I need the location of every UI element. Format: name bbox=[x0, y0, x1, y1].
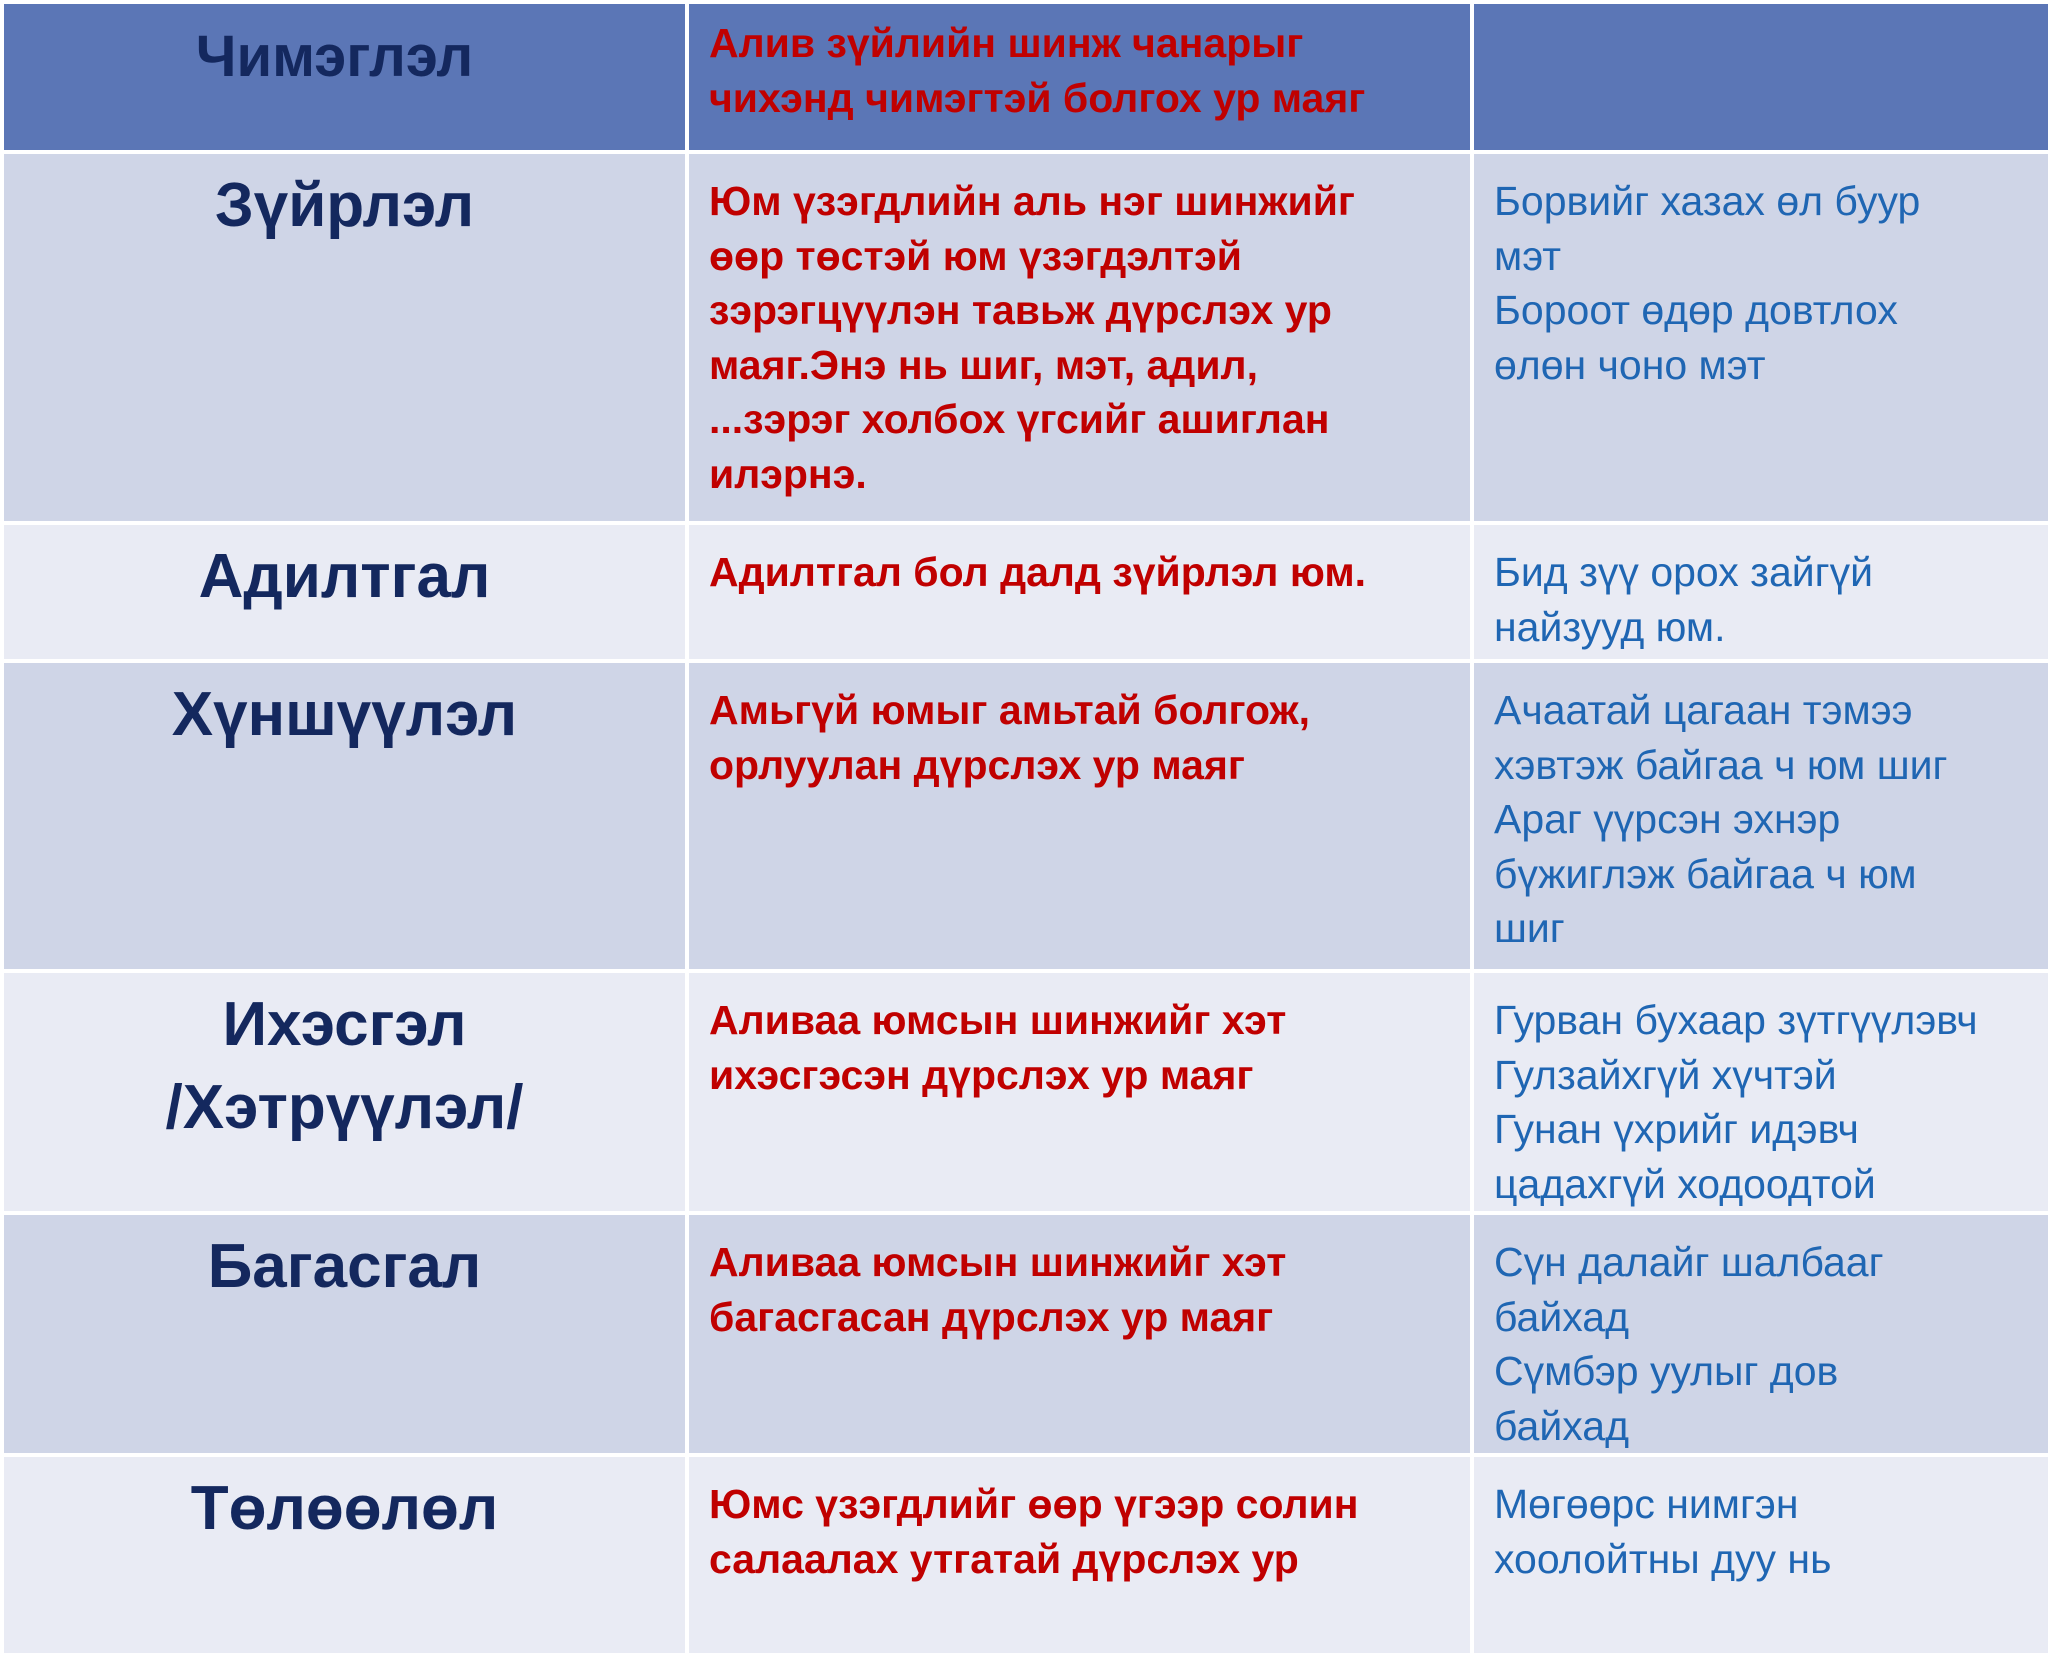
header-term: Чимэглэл bbox=[195, 24, 474, 89]
header-definition-cell bbox=[687, 2, 1472, 152]
term-cell bbox=[2, 1213, 687, 1455]
term-cell bbox=[2, 152, 687, 523]
term-cell bbox=[2, 971, 687, 1213]
definition-cell bbox=[687, 523, 1472, 661]
header-row bbox=[2, 2, 2050, 152]
definition-line: салаалах утгатай дүрслэх ур bbox=[709, 1535, 1299, 1582]
definition-line: Юм үзэгдлийн аль нэг шинжийг bbox=[709, 178, 1355, 224]
example-line: Араг үүрсэн эхнэр bbox=[1494, 796, 1841, 842]
definition-line: маяг.Энэ нь шиг, мэт, адил, bbox=[709, 341, 1258, 388]
definition-cell bbox=[687, 971, 1472, 1213]
table-row bbox=[2, 523, 2050, 661]
definition-line: Аливаа юмсын шинжийг хэт bbox=[709, 1239, 1287, 1285]
header-definition-line: Алив зүйлийн шинж чанарыг bbox=[709, 20, 1304, 66]
example-line: Бид зүү орох зайгүй bbox=[1494, 549, 1874, 595]
term-cell bbox=[2, 1455, 687, 1655]
example-line: Борвийг хазах өл буур bbox=[1494, 178, 1921, 224]
example-cell bbox=[1472, 152, 2050, 523]
example-line: Бороот өдөр довтлох bbox=[1494, 287, 1898, 333]
example-cell bbox=[1472, 661, 2050, 971]
term-label: Хүншүүлэл bbox=[171, 680, 518, 749]
table-row bbox=[2, 971, 2050, 1213]
example-line: байхад bbox=[1494, 1402, 1630, 1449]
example-line: шиг bbox=[1494, 905, 1565, 951]
term-label: /Хэтрүүлэл/ bbox=[165, 1073, 524, 1142]
example-line: байхад bbox=[1494, 1293, 1630, 1340]
example-cell bbox=[1472, 523, 2050, 661]
example-cell bbox=[1472, 1213, 2050, 1455]
example-line: хэвтэж байгаа ч юм шиг bbox=[1494, 741, 1948, 788]
definition-line: Юмс үзэгдлийг өөр үгээр солин bbox=[709, 1481, 1359, 1527]
example-line: Гунан үхрийг идэвч bbox=[1494, 1106, 1859, 1152]
definition-line: Адилтгал бол далд зүйрлэл юм. bbox=[709, 549, 1367, 595]
table-row bbox=[2, 661, 2050, 971]
example-line: цадахгүй ходоодтой bbox=[1494, 1160, 1876, 1207]
definition-line: багасгасан дүрслэх ур маяг bbox=[709, 1293, 1274, 1340]
term-label: Багасгал bbox=[207, 1232, 482, 1301]
term-label: Төлөөлөл bbox=[190, 1474, 499, 1543]
definition-line: ихэсгэсэн дүрслэх ур маяг bbox=[709, 1051, 1254, 1098]
table-row bbox=[2, 152, 2050, 523]
example-line: мэт bbox=[1494, 232, 1561, 279]
definition-line: илэрнэ. bbox=[709, 450, 867, 497]
header-term-cell bbox=[2, 2, 687, 152]
term-cell bbox=[2, 523, 687, 661]
definition-line: өөр төстэй юм үзэгдэлтэй bbox=[709, 232, 1242, 279]
header-example-cell bbox=[1472, 2, 2050, 152]
header-definition-line: чихэнд чимэгтэй болгох ур маяг bbox=[709, 74, 1366, 121]
example-line: найзууд юм. bbox=[1494, 603, 1726, 650]
definition-cell bbox=[687, 152, 1472, 523]
definition-line: зэрэгцүүлэн тавьж дүрслэх ур bbox=[709, 287, 1332, 333]
example-line: Сүн далайг шалбааг bbox=[1494, 1239, 1884, 1285]
definition-line: Амьгүй юмыг амьтай болгож, bbox=[709, 687, 1311, 733]
example-line: өлөн чоно мэт bbox=[1494, 341, 1766, 388]
example-line: Сүмбэр уулыг дов bbox=[1494, 1348, 1839, 1394]
example-cell bbox=[1472, 971, 2050, 1213]
example-line: хоолойтны дуу нь bbox=[1494, 1535, 1832, 1582]
table-row bbox=[2, 1213, 2050, 1455]
definition-cell bbox=[687, 1455, 1472, 1655]
example-line: Гурван бухаар зүтгүүлэвч bbox=[1494, 997, 1978, 1043]
term-cell bbox=[2, 661, 687, 971]
example-line: Ачаатай цагаан тэмээ bbox=[1494, 687, 1913, 733]
example-cell bbox=[1472, 1455, 2050, 1655]
example-line: Мөгөөрс нимгэн bbox=[1494, 1481, 1799, 1527]
example-line: бүжиглэж байгаа ч юм bbox=[1494, 850, 1917, 897]
definition-line: орлуулан дүрслэх ур маяг bbox=[709, 741, 1245, 788]
example-line: Гулзайхгүй хүчтэй bbox=[1494, 1051, 1837, 1098]
table-row bbox=[2, 1455, 2050, 1655]
definition-line: ...зэрэг холбох үгсийг ашиглан bbox=[709, 396, 1330, 442]
term-label: Адилтгал bbox=[198, 542, 491, 611]
definition-cell bbox=[687, 661, 1472, 971]
term-label: Зүйрлэл bbox=[214, 171, 475, 240]
definition-line: Аливаа юмсын шинжийг хэт bbox=[709, 997, 1287, 1043]
definition-cell bbox=[687, 1213, 1472, 1455]
term-label: Ихэсгэл bbox=[222, 990, 467, 1059]
